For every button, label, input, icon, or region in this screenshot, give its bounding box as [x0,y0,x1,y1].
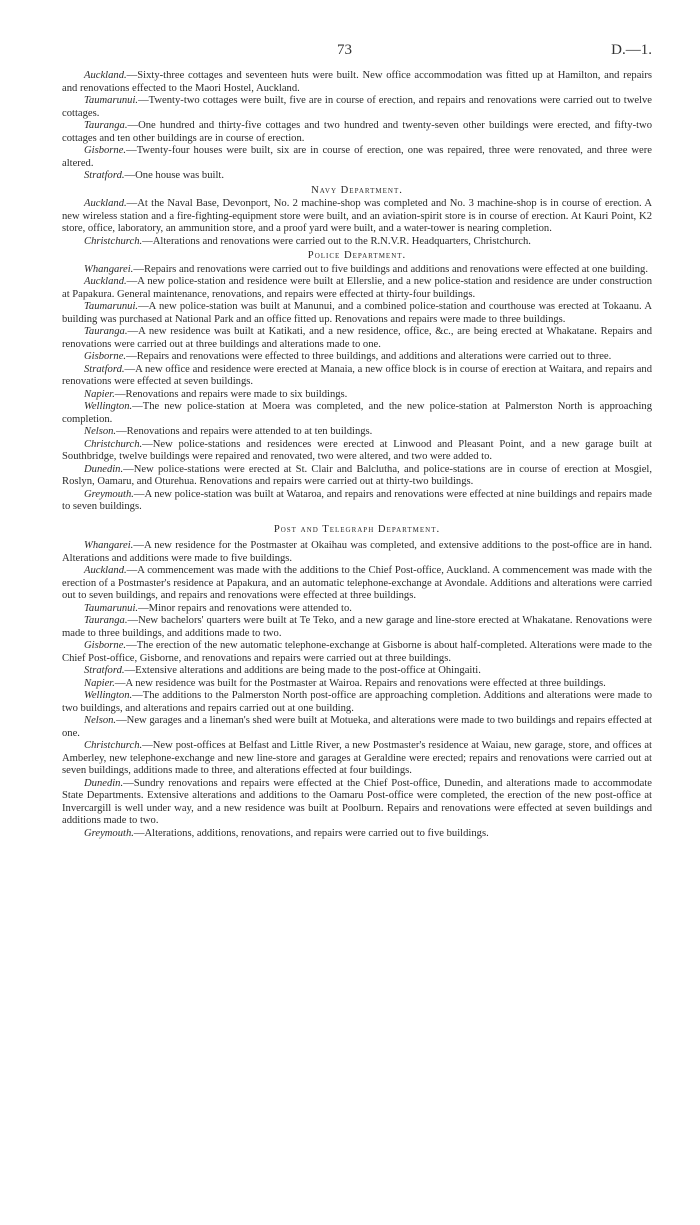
paragraph [62,401,652,426]
paragraph-text: —Twenty-two cottages were built, five are in course of erection, and repairs and renovations were carried out to twelve cottages. [62,95,652,119]
place-name: Auckland. [84,276,127,287]
place-name: Christchurch. [84,740,143,751]
paragraph-text: —A new residence for the Postmaster at Okaihau was completed, and extensive additions to the post-office are in hand. Alterations and additions were made to five buildings. [62,540,652,564]
paragraph-text: —Extensive alterations and additions are being made to the post-office at Ohingaiti. [124,665,481,676]
place-name: Napier. [84,677,115,689]
document-reference: D.—1. [611,42,652,58]
paragraph [62,678,652,691]
paragraph-text: —A commencement was made with the additions to the Chief Post-office, Auckland. A commencement was made with the erection of a Postmaster's residence at Papakura, and an automatic telephone-exchange at Avondale. Additions and alterations were carried out to seven buildings, and repairs and renovations were effected at three buildings. [62,565,652,601]
paragraph-text: —The additions to the Palmerston North post-office are approaching completion. Additions and alterations were made to two buildings, and alterations and repairs carried out at one building. [62,690,652,714]
page-number: 73 [337,42,352,58]
place-name: Taumarunui. [84,602,139,614]
place-name: Tauranga. [84,615,128,626]
place-name: Auckland. [84,70,127,81]
paragraph [62,170,652,183]
paragraph [62,145,652,170]
paragraph [62,326,652,351]
paragraph [62,70,652,95]
paragraph-text: —New police-stations were erected at St. Clair and Balclutha, and police-stations are in course of erection at Mosgiel, Roslyn, Oamaru, and Oturehua. Renovations and repairs were carried out at thirty-two buildings. [62,463,652,487]
paragraph [62,489,652,514]
paragraph [62,264,652,277]
paragraph-text: —A new residence was built for the Postmaster at Wairoa. Repairs and renovations were effected at three buildings. [114,677,606,689]
paragraph-text: —At the Naval Base, Devonport, No. 2 machine-shop was completed and No. 3 machine-shop is in course of erection. A new wireless station and a fire-fighting-equipment store were built, and an aviation-spirit store is in course of erection. At Kauri Point, K2 store, office, laboratory, an ammunition store, and a proof yard were built, and a water-tower is nearing completion. [62,198,652,234]
paragraph-text: —New garages and a lineman's shed were built at Motueka, and alterations were made to two buildings and repairs effected at one. [62,715,652,739]
place-name: Stratford. [84,665,125,676]
paragraph [62,740,652,778]
place-name: Tauranga. [84,326,128,337]
paragraph [62,715,652,740]
place-name: Dunedin. [84,463,124,475]
paragraph-text: —Twenty-four houses were built, six are in course of erection, one was repaired, three were renovated, and three were altered. [62,145,652,169]
paragraph-text: —One hundred and thirty-five cottages and two hundred and twenty-seven other buildings were erected, and fifty-two cottages and ten other buildings are in course of erection. [62,120,652,144]
paragraph [62,236,652,249]
paragraph [62,301,652,326]
paragraph [62,364,652,389]
page-header [62,44,652,68]
place-name: Gisborne. [84,145,127,156]
paragraph [62,665,652,678]
paragraph-text: —Alterations and renovations were carried out to the R.N.V.R. Headquarters, Christchurch. [142,235,531,247]
paragraph-text: —New post-offices at Belfast and Little River, a new Postmaster's residence at Waiau, new garage, store, and offices at Amberley, new telephone-exchange and new line-store and garages at Geraldine were erected; repairs and renovations were carried out at seven buildings, additions made to three, and alterations effected at four buildings. [62,740,652,776]
section-heading: Navy Department. [311,184,403,196]
paragraph [62,565,652,603]
paragraph-text: —Sundry renovations and repairs were effected at the Chief Post-office, Dunedin, and alterations made to accommodate State Departments. Extensive alterations and additions to the Oamaru Post-office were completed, the erection of the new post-office at Invercargill is well under way, and a new residence was built at Poolburn. Repairs and renovations were effected at seven buildings and additions made to two. [62,777,652,826]
paragraph-text: —A new police-station was built at Manunui, and a combined police-station and courthouse was erected at Tokaanu. A building was purchased at National Park and an office fitted up. Renovations and repairs were made to three buildings. [62,301,652,325]
place-name: Tauranga. [84,120,128,131]
place-name: Napier. [84,388,115,400]
place-name: Taumarunui. [84,95,139,106]
place-name: Greymouth. [84,488,134,500]
paragraph [62,276,652,301]
place-name: Stratford. [84,363,125,375]
section-heading: Police Department. [307,250,407,261]
paragraph-text: —Sixty-three cottages and seventeen huts were built. New office accommodation was fitted up at Hamilton, and repairs and renovations effected to the Maori Hostel, Auckland. [62,70,652,94]
paragraph-text: —A new office and residence were erected at Manaia, a new office block is in course of erection at Waitara, and repairs and renovations were effected at seven buildings. [62,363,652,387]
paragraph [62,540,652,565]
place-name: Auckland. [84,198,127,209]
paragraph [62,828,652,841]
paragraph [62,120,652,145]
paragraph [62,198,652,236]
place-name: Wellington. [84,690,133,701]
paragraph [62,351,652,364]
paragraph [62,95,652,120]
place-name: Gisborne. [84,640,127,651]
place-name: Stratford. [84,170,125,181]
paragraph-text: —Renovations and repairs were attended to at ten buildings. [116,426,373,437]
paragraph-text: —The erection of the new automatic telephone-exchange at Gisborne is about half-completed. Alterations were made to the Chief Post-office, Gisborne, and renovations and repairs were carried out at three buildings. [62,640,652,664]
place-name: Christchurch. [84,438,143,450]
paragraph-text: —Repairs and renovations were effected to three buildings, and additions and alterations were carried out to three. [126,351,612,362]
paragraph-text: —Minor repairs and renovations were attended to. [138,602,352,614]
place-name: Auckland. [84,565,127,576]
paragraph-text: —New police-stations and residences were erected at Linwood and Pleasant Point, and a new garage built at Southbridge, twelve buildings were repaired and renovated, two were altered, and two were added to. [62,438,652,462]
paragraph [62,640,652,665]
paragraph [62,615,652,640]
place-name: Taumarunui. [84,301,139,312]
paragraph [62,439,652,464]
paragraph-text: —A new police-station was built at Wataroa, and repairs and renovations were effected at nine buildings and repairs made to seven buildings. [62,488,652,512]
paragraph-text: —The new police-station at Moera was completed, and the new police-station at Palmerston North is approaching completion. [62,401,652,425]
paragraph-text: —Repairs and renovations were carried out to five buildings and additions and renovations were effected at one building. [133,263,648,275]
place-name: Nelson. [84,715,117,726]
place-name: Whangarei. [84,540,134,551]
section-heading: Post and Telegraph Department. [273,523,441,535]
paragraph [62,690,652,715]
paragraph [62,389,652,402]
place-name: Whangarei. [84,263,134,275]
place-name: Nelson. [84,426,117,437]
paragraph-text: —Renovations and repairs were made to six buildings. [114,388,348,400]
paragraph [62,464,652,489]
paragraph [62,778,652,828]
document-body [62,70,652,840]
place-name: Wellington. [84,401,133,412]
place-name: Christchurch. [84,235,143,247]
paragraph-text: —A new residence was built at Katikati, and a new residence, office, &c., are being erected at Whakatane. Repairs and renovations were carried out at three buildings and alterations made to one. [62,326,652,350]
paragraph-text: —A new police-station and residence were built at Ellerslie, and a new police-station and residence are under construction at Papakura. General maintenance, renovations, and repairs were effected at thirty-four buildings. [62,276,652,300]
paragraph-text: —Alterations, additions, renovations, and repairs were carried out to five buildings. [133,827,489,839]
paragraph-text: —One house was built. [124,170,224,181]
paragraph-text: —New bachelors' quarters were built at Te Teko, and a new garage and line-store erected at Whakatane. Renovations were made to three buildings, and additions made to two. [62,615,652,639]
paragraph [62,603,652,616]
place-name: Dunedin. [84,777,124,789]
paragraph [62,426,652,439]
place-name: Gisborne. [84,351,127,362]
place-name: Greymouth. [84,827,134,839]
